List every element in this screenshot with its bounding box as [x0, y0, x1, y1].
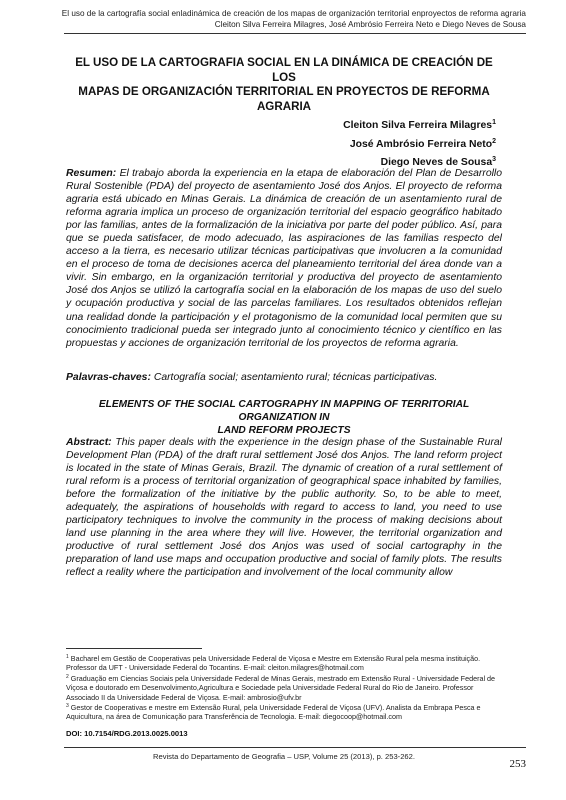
- running-header-title: El uso de la cartografía social enladinámica de creación de los mapas de organización territorial enproyectos de reforma agraria: [61, 9, 526, 18]
- title-line: AGRARIA: [256, 99, 312, 113]
- keywords-text: Cartografía social; asentamiento rural; técnicas participativas.: [153, 372, 438, 383]
- resumen-text: El trabajo aborda la experiencia en la etapa de elaboración del Plan de Desarrollo Rural Sostenible (PDA) del proyecto de asentamiento José dos Anjos. El proyecto de reforma agraria está ubicado en Minas Gerais. La dinámica de creación de un asentamiento rural de reforma agraria implica un proceso de organización territorial del espacio geográfico habitado por las familias, antes de la formalización de la iniciativa por parte del poder público. Así, para que se pueda satisfacer, de modo adecuado, las aspiraciones de las familias respecto del acceso a la tierra, es necesario utilizar técnicas participativas que involucren a la comunidad en el proceso de toma de decisiones acerca del planeamiento territorial del área donde van a vivir. Sin embargo, en la organización territorial y productiva del proyecto de asentamiento José dos Anjos se utilizó la cartografía social en la elaboración de los mapas de uso del suelo y ocupación productiva y social de las parcelas familiares. Los resultados obtenidos reflejan una realidad donde la participación y el protagonismo de la comunidad local permiten que su conocimiento tradicional pueda ser integrado junto al conocimiento técnico y científico en las propuestas y acciones de organización territorial de los proyectos de reforma agraria.: [66, 168, 503, 349]
- keywords-label: Palavras-chaves:: [66, 372, 151, 383]
- footnote: $^1$ Bacharel em Gestão de Cooperativas pela Universidade Federal de Viçosa e Mestre em Extensão Rural pela mesma instituição. Professor da UFT - Universidade Federal do Tocantins. E-mail: cleiton.milagres@hotmail.com: [66, 654, 481, 673]
- footnote: $^3$ Gestor de Cooperativas e mestre em Extensão Rural, pela Universidade Federal de Viçosa (UFV). Analista da Embrapa Pesca e Aquicultura, na área de Comunicação para Transferência de Tecnologia. E-mail: diegocoop@hotmail.com: [66, 703, 481, 722]
- resumen-label: Resumen:: [66, 168, 117, 179]
- title-line: EL USO DE LA CARTOGRAFIA SOCIAL EN LA DINÁMICA DE CREACIÓN DE LOS: [75, 56, 493, 84]
- english-title-line: ELEMENTS OF THE SOCIAL CARTOGRAPHY IN MAPPING OF TERRITORIAL ORGANIZATION IN: [98, 399, 470, 423]
- author: Diego Neves de Sousa$^3$: [380, 156, 496, 168]
- resumen-paragraph: [66, 167, 502, 350]
- english-title: [66, 398, 502, 437]
- footer-rule: [64, 747, 526, 748]
- journal-citation: Revista do Departamento de Geografia – USP, Volume 25 (2013), p. 253-262.: [152, 752, 415, 761]
- author: José Ambrósio Ferreira Neto$^2$: [349, 137, 496, 150]
- title-line: MAPAS DE ORGANIZACIÓN TERRITORIAL EN PROYECTOS DE REFORMA: [78, 85, 490, 98]
- running-header-authors: Cleiton Silva Ferreira Milagres, José Ambrósio Ferreira Neto e Diego Neves de Sousa: [214, 19, 526, 29]
- author: Cleiton Silva Ferreira Milagres$^1$: [343, 119, 496, 131]
- footnote-rule: [66, 648, 202, 649]
- keywords-paragraph: [66, 371, 502, 384]
- abstract-label: Abstract:: [66, 437, 112, 448]
- abstract-paragraph: [66, 436, 502, 580]
- author-list: [343, 115, 496, 171]
- running-header: [40, 9, 526, 30]
- header-rule: [64, 33, 526, 34]
- page-number: 253: [509, 758, 526, 770]
- english-title-line: LAND REFORM PROJECTS: [217, 425, 351, 436]
- paper-title: [66, 56, 502, 114]
- footnote: $^2$ Graduação em Ciencias Sociais pela Universidade Federal de Minas Gerais, mestrado em Extensão Rural - Universidade Federal de Viçosa e doutorado em Desenvolvimento,Agricultura e Sociedade pela Universidade Federal Rural do Rio de Janeiro. Professor Associado II da Universidade Federal de Viçosa. E-mail: ambrosio@ufv.br: [66, 674, 496, 702]
- doi: DOI: 10.7154/RDG.2013.0025.0013: [66, 729, 188, 738]
- abstract-text: This paper deals with the experience in the design phase of the Sustainable Rural Development Plan (PDA) of the draft rural settlement José dos Anjos. The land reform project is located in the state of Minas Gerais, Brazil. The dynamic of creation of a rural settlement of rural reform is a process of territorial organization of geographical space inhabited by families, before the formalization of the initiative by the public authority. So, to be able to meet, adequately, the aspirations of households with regard to access to land, you need to use participatory techniques to involve the community in the process of making decisions about land use planning in the area where they will live. However, the territorial organization and productive of rural settlement José dos Anjos was used of social cartography in the preparation of land use maps and occupation productive and social of family plots. The results reflect a reality where the participation and involvement of the local community allow: [66, 437, 502, 579]
